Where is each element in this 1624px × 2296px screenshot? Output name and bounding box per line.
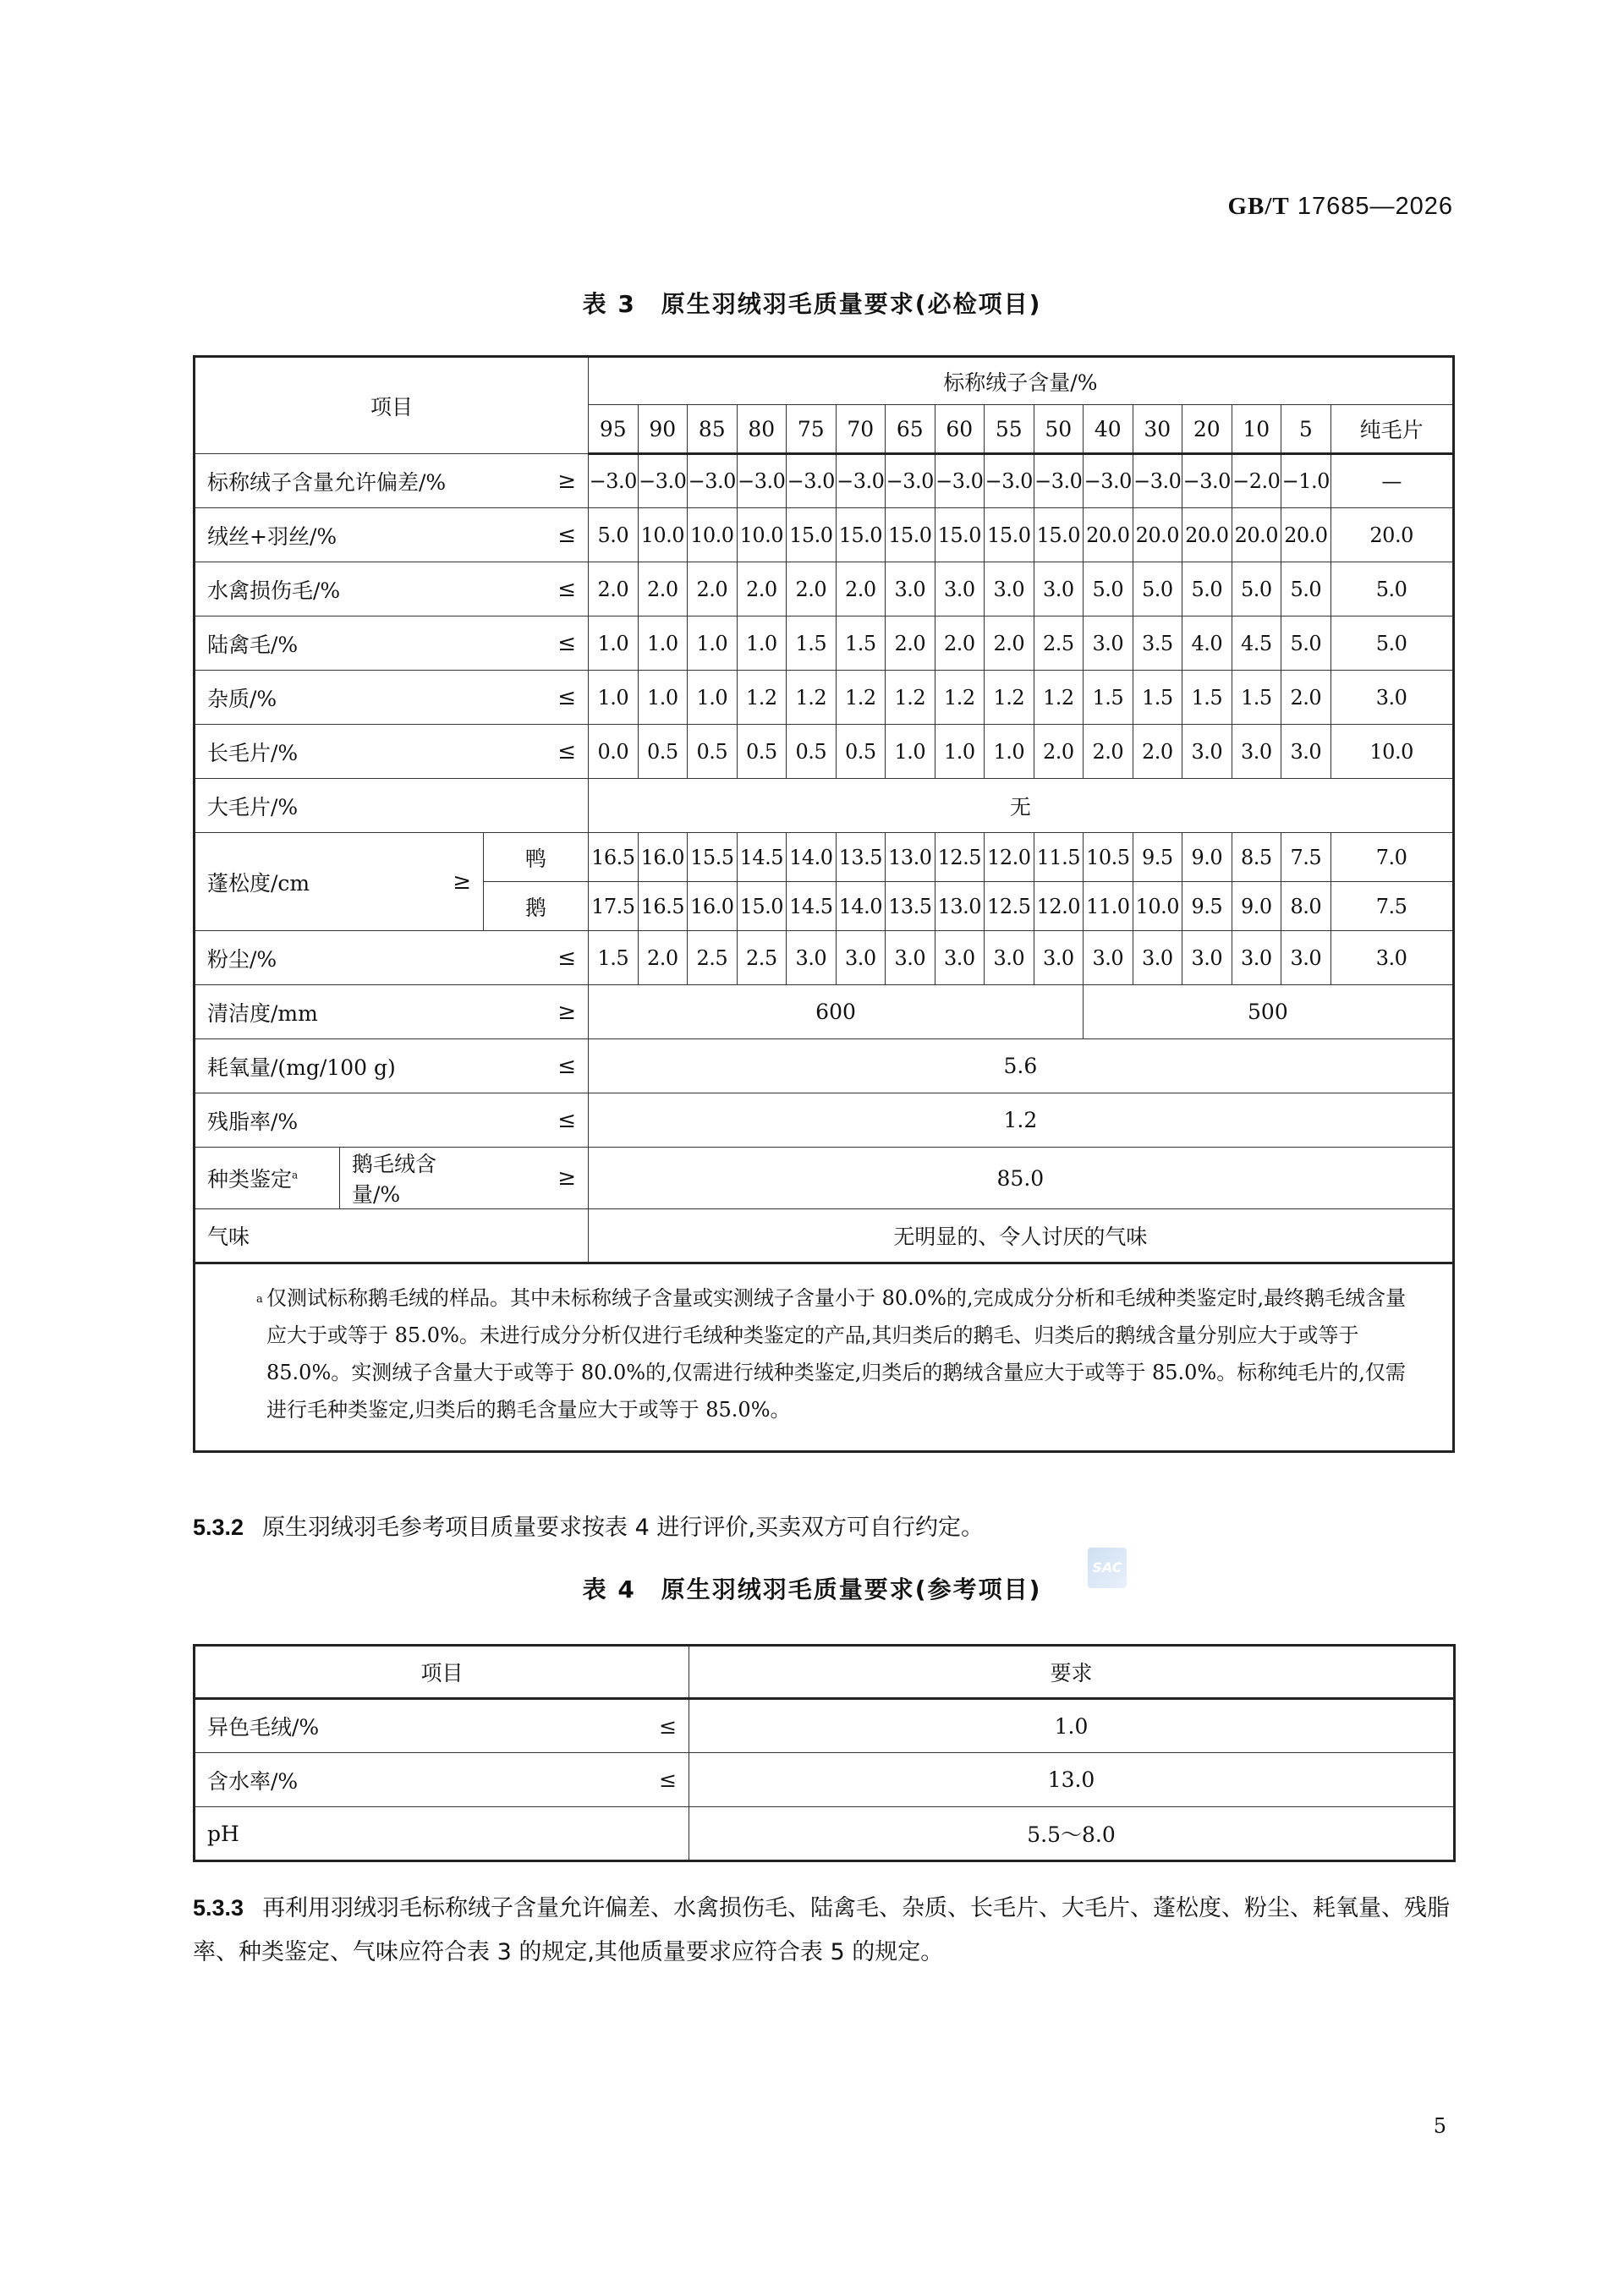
row-label: 气味 [195,1209,589,1263]
cell: 4.0 [1182,616,1232,671]
cell: −3.0 [935,454,985,508]
cell: 14.5 [737,833,787,882]
table-row [195,562,1454,616]
cell: 0.5 [787,725,837,779]
cell: 5.0 [1330,562,1453,616]
cell: 0.0 [589,725,639,779]
col-header: 55 [985,405,1034,454]
col-header: 85 [688,405,738,454]
section-number: 5.3.2 [193,1515,244,1540]
table-footnote [195,1263,1454,1452]
table-row [195,1753,1455,1807]
cell: 2.0 [1133,725,1182,779]
cell: 1.2 [589,1093,1454,1148]
cell: 20.0 [1133,508,1182,562]
cell: −3.0 [836,454,886,508]
cell: 20.0 [1084,508,1133,562]
table-row [195,1807,1455,1861]
footnote-text: 仅测试标称鹅毛绒的样品。其中未标称绒子含量或实测绒子含量小于 80.0%的,完成成分分析和毛绒种类鉴定时,最终鹅毛绒含量应大于或等于 85.0%。未进行成分分析仅进行毛绒种类鉴定的产品,其归类后的鹅毛、归类后的鹅绒含量分别应大于或等于 85.0%。实测绒子含量大于或等于 80.0%的,仅需进行绒种类鉴定,归类后的鹅绒含量应大于或等于 85.0%。标称纯毛片的,仅需进行毛种类鉴定,归类后的鹅毛含量应大于或等于 85.0%。 [266,1286,1407,1422]
cell: 1.0 [688,671,738,725]
table-row [195,1699,1455,1753]
cell: 3.0 [1182,931,1232,985]
cell: −3.0 [737,454,787,508]
cell: 2.0 [935,616,985,671]
cell: 9.5 [1182,882,1232,931]
comparison-symbol: ≥ [484,985,589,1039]
cell: 20.0 [1182,508,1232,562]
cell: 7.0 [1330,833,1453,882]
col-header: 20 [1182,405,1232,454]
cell: 5.0 [589,508,639,562]
cell: 13.0 [935,882,985,931]
cell: 2.0 [836,562,886,616]
cell: 12.5 [935,833,985,882]
cell: 0.5 [836,725,886,779]
standard-prefix: GB/T [1227,193,1290,220]
cell: −3.0 [638,454,688,508]
table-header-row [195,357,1454,405]
col-header-item: 项目 [195,1646,689,1699]
cell: 17.5 [589,882,639,931]
row-label: 杂质/% [195,671,484,725]
cell: −3.0 [1034,454,1084,508]
cell: 1.2 [985,671,1034,725]
comparison-symbol: ≤ [617,1699,689,1753]
cell: −3.0 [787,454,837,508]
col-header-group: 标称绒子含量/% [589,357,1454,405]
cell: 8.5 [1232,833,1281,882]
row-label: 陆禽毛/% [195,616,484,671]
cell: 20.0 [1330,508,1453,562]
col-header: 90 [638,405,688,454]
col-header: 50 [1034,405,1084,454]
col-header: 纯毛片 [1330,405,1453,454]
cell: 2.0 [1084,725,1133,779]
row-label: 粉尘/% [195,931,484,985]
col-header: 80 [737,405,787,454]
cell: 无 [589,779,1454,833]
cell: 14.0 [836,882,886,931]
cell: 2.0 [1034,725,1084,779]
cell: 1.5 [1232,671,1281,725]
table3-caption: 表 3 原生羽绒羽毛质量要求(必检项目) [582,290,1042,318]
table-row [195,671,1454,725]
cell: 3.0 [1084,616,1133,671]
cell: 5.5～8.0 [689,1807,1455,1861]
cell: 1.2 [737,671,787,725]
col-header: 40 [1084,405,1133,454]
cell: 10.0 [638,508,688,562]
table-row-fill-power-duck [195,833,1454,882]
cell: −3.0 [985,454,1034,508]
cell: 1.0 [935,725,985,779]
col-header: 70 [836,405,886,454]
cell: 2.0 [688,562,738,616]
table-row-dust [195,931,1454,985]
cell: 13.0 [886,833,935,882]
cell: 9.0 [1182,833,1232,882]
cell: 2.0 [737,562,787,616]
cell: 1.2 [1034,671,1084,725]
cell: 3.0 [1182,725,1232,779]
comparison-symbol: ≤ [484,508,589,562]
cell: 1.5 [589,931,639,985]
cell: 3.0 [985,562,1034,616]
cell: 1.5 [1084,671,1133,725]
cell: 2.0 [638,562,688,616]
row-label: 耗氧量/(mg/100 g) [195,1039,484,1093]
table-row [195,616,1454,671]
cell: 3.0 [1281,931,1331,985]
cell: 9.5 [1133,833,1182,882]
cell: 1.0 [689,1699,1455,1753]
cell: 0.5 [638,725,688,779]
standard-code: 17685—2026 [1297,193,1453,220]
table-row [195,508,1454,562]
cell: 10.0 [1133,882,1182,931]
paragraph-text: 原生羽绒羽毛参考项目质量要求按表 4 进行评价,买卖双方可自行约定。 [262,1515,984,1541]
cell: 1.2 [836,671,886,725]
cell: 2.0 [638,931,688,985]
cell: 10.0 [1330,725,1453,779]
cell: 1.0 [688,616,738,671]
cell: 1.5 [836,616,886,671]
cell: 3.0 [1330,931,1453,985]
cell: 3.0 [836,931,886,985]
cell: 3.0 [935,562,985,616]
cell: 5.0 [1330,616,1453,671]
row-label: 异色毛绒/% [195,1699,617,1753]
cell: 2.0 [589,562,639,616]
row-label: 清洁度/mm [195,985,484,1039]
cell: 12.5 [985,882,1034,931]
cell: 3.0 [1034,562,1084,616]
cell: 12.0 [985,833,1034,882]
cell: 0.5 [688,725,738,779]
cell: 11.5 [1034,833,1084,882]
table-4 [193,1644,1456,1862]
cell: 1.0 [886,725,935,779]
cell: 3.0 [886,562,935,616]
row-label: pH [195,1807,617,1861]
cell: 7.5 [1330,882,1453,931]
table-3 [193,355,1455,1453]
cell: 3.5 [1133,616,1182,671]
col-header: 10 [1232,405,1281,454]
cell: 15.0 [935,508,985,562]
cell: −2.0 [1232,454,1281,508]
comparison-symbol: ≥ [340,833,484,931]
comparison-symbol: ≤ [617,1753,689,1807]
cell: 1.5 [1182,671,1232,725]
cell: 1.0 [589,616,639,671]
table-row-odor [195,1209,1454,1263]
comparison-symbol: ≤ [484,616,589,671]
comparison-symbol: ≤ [484,725,589,779]
cell: 9.0 [1232,882,1281,931]
sub-label: 鹅毛绒含量/% [340,1148,484,1209]
table-row-residual-fat [195,1093,1454,1148]
cell: −3.0 [688,454,738,508]
cell: 3.0 [1084,931,1133,985]
comparison-symbol [617,1807,689,1861]
cell: 13.5 [886,882,935,931]
row-label: 蓬松度/cm [195,833,340,931]
paragraph-5-3-2 [193,1505,1453,1550]
section-number: 5.3.3 [193,1895,244,1921]
cell: 2.0 [985,616,1034,671]
row-label: 绒丝+羽丝/% [195,508,484,562]
cell: 600 [589,985,1084,1039]
cell: 1.2 [935,671,985,725]
paragraph-5-3-3 [193,1886,1453,1975]
footnote-marker: a [256,1293,263,1306]
cell: 16.5 [589,833,639,882]
cell: −3.0 [1182,454,1232,508]
cell: 3.0 [1034,931,1084,985]
cell: 15.0 [1034,508,1084,562]
row-label: 含水率/% [195,1753,617,1807]
cell: −3.0 [1133,454,1182,508]
cell: 85.0 [589,1148,1454,1209]
cell: 3.0 [787,931,837,985]
row-label [195,1148,340,1209]
table-row [195,725,1454,779]
cell: 500 [1084,985,1454,1039]
cell: 3.0 [985,931,1034,985]
table4-caption: 表 4 原生羽绒羽毛质量要求(参考项目) [582,1575,1042,1603]
cell: 12.0 [1034,882,1084,931]
cell: 2.0 [1281,671,1331,725]
row-label: 水禽损伤毛/% [195,562,484,616]
comparison-symbol: ≤ [484,931,589,985]
cell: 3.0 [1232,725,1281,779]
cell: 20.0 [1281,508,1331,562]
cell: 5.0 [1281,616,1331,671]
cell: 5.0 [1232,562,1281,616]
cell: 2.5 [737,931,787,985]
cell: 16.0 [688,882,738,931]
cell: 2.0 [886,616,935,671]
cell: 16.0 [638,833,688,882]
comparison-symbol: ≥ [484,1148,589,1209]
cell: 1.2 [787,671,837,725]
comparison-symbol: ≤ [484,562,589,616]
page-number: 5 [1433,2114,1446,2138]
cell: 15.5 [688,833,738,882]
paragraph-text: 再利用羽绒羽毛标称绒子含量允许偏差、水禽损伤毛、陆禽毛、杂质、长毛片、大毛片、蓬松度、粉尘、耗氧量、残脂率、种类鉴定、气味应符合表 3 的规定,其他质量要求应符合表 5 的规定。 [193,1895,1451,1965]
cell: 2.5 [1034,616,1084,671]
table-row [195,454,1454,508]
cell: 无明显的、令人讨厌的气味 [589,1209,1454,1263]
sub-label-duck: 鸭 [484,833,589,882]
cell: 3.0 [935,931,985,985]
cell: 1.5 [1133,671,1182,725]
cell: 1.0 [985,725,1034,779]
cell: 8.0 [1281,882,1331,931]
cell: 15.0 [787,508,837,562]
row-label: 大毛片/% [195,779,589,833]
cell: 3.0 [1133,931,1182,985]
cell: 5.6 [589,1039,1454,1093]
col-header-requirement: 要求 [689,1646,1455,1699]
cell: 7.5 [1281,833,1331,882]
cell: 15.0 [886,508,935,562]
cell: 1.0 [737,616,787,671]
table-row-turbidity [195,985,1454,1039]
cell: 5.0 [1084,562,1133,616]
cell: 16.5 [638,882,688,931]
cell: 1.5 [787,616,837,671]
cell: 3.0 [1330,671,1453,725]
col-header: 65 [886,405,935,454]
table-row-large-feather [195,779,1454,833]
cell: 13.5 [836,833,886,882]
footnote-marker: a [292,1169,299,1181]
cell: 11.0 [1084,882,1133,931]
cell: 5.0 [1133,562,1182,616]
cell: 5.0 [1281,562,1331,616]
sub-label-goose: 鹅 [484,882,589,931]
cell: 20.0 [1232,508,1281,562]
cell: 1.0 [638,671,688,725]
cell: −3.0 [886,454,935,508]
cell: −3.0 [1084,454,1133,508]
col-header: 95 [589,405,639,454]
table-row-oxygen [195,1039,1454,1093]
comparison-symbol: ≥ [484,454,589,508]
comparison-symbol: ≤ [484,1093,589,1148]
cell: −3.0 [589,454,639,508]
col-header: 60 [935,405,985,454]
cell: 15.0 [836,508,886,562]
cell: 2.0 [787,562,837,616]
table-row-species [195,1148,1454,1209]
cell: 2.5 [688,931,738,985]
cell: 14.5 [787,882,837,931]
table-footnote-row [195,1263,1454,1452]
cell: 10.0 [688,508,738,562]
standard-number [1201,193,1453,221]
cell: 3.0 [1232,931,1281,985]
col-header: 5 [1281,405,1331,454]
cell: 13.0 [689,1753,1455,1807]
cell: 10.5 [1084,833,1133,882]
row-label: 标称绒子含量允许偏差/% [195,454,484,508]
cell: 15.0 [985,508,1034,562]
col-header: 75 [787,405,837,454]
col-header-item: 项目 [195,357,589,454]
species-label: 种类鉴定 [207,1167,293,1192]
cell: 15.0 [737,882,787,931]
col-header: 30 [1133,405,1182,454]
cell: 0.5 [737,725,787,779]
sac-watermark-logo: SAC [1088,1548,1127,1588]
comparison-symbol: ≤ [484,671,589,725]
cell: 3.0 [886,931,935,985]
cell: 1.0 [638,616,688,671]
row-label: 残脂率/% [195,1093,484,1148]
cell: 5.0 [1182,562,1232,616]
cell: 10.0 [737,508,787,562]
cell: −1.0 [1281,454,1331,508]
cell: 4.5 [1232,616,1281,671]
table-header-row [195,1646,1455,1699]
cell: 1.0 [589,671,639,725]
cell: 1.2 [886,671,935,725]
cell: 14.0 [787,833,837,882]
cell: 3.0 [1281,725,1331,779]
comparison-symbol: ≤ [484,1039,589,1093]
cell: — [1330,454,1453,508]
row-label: 长毛片/% [195,725,484,779]
